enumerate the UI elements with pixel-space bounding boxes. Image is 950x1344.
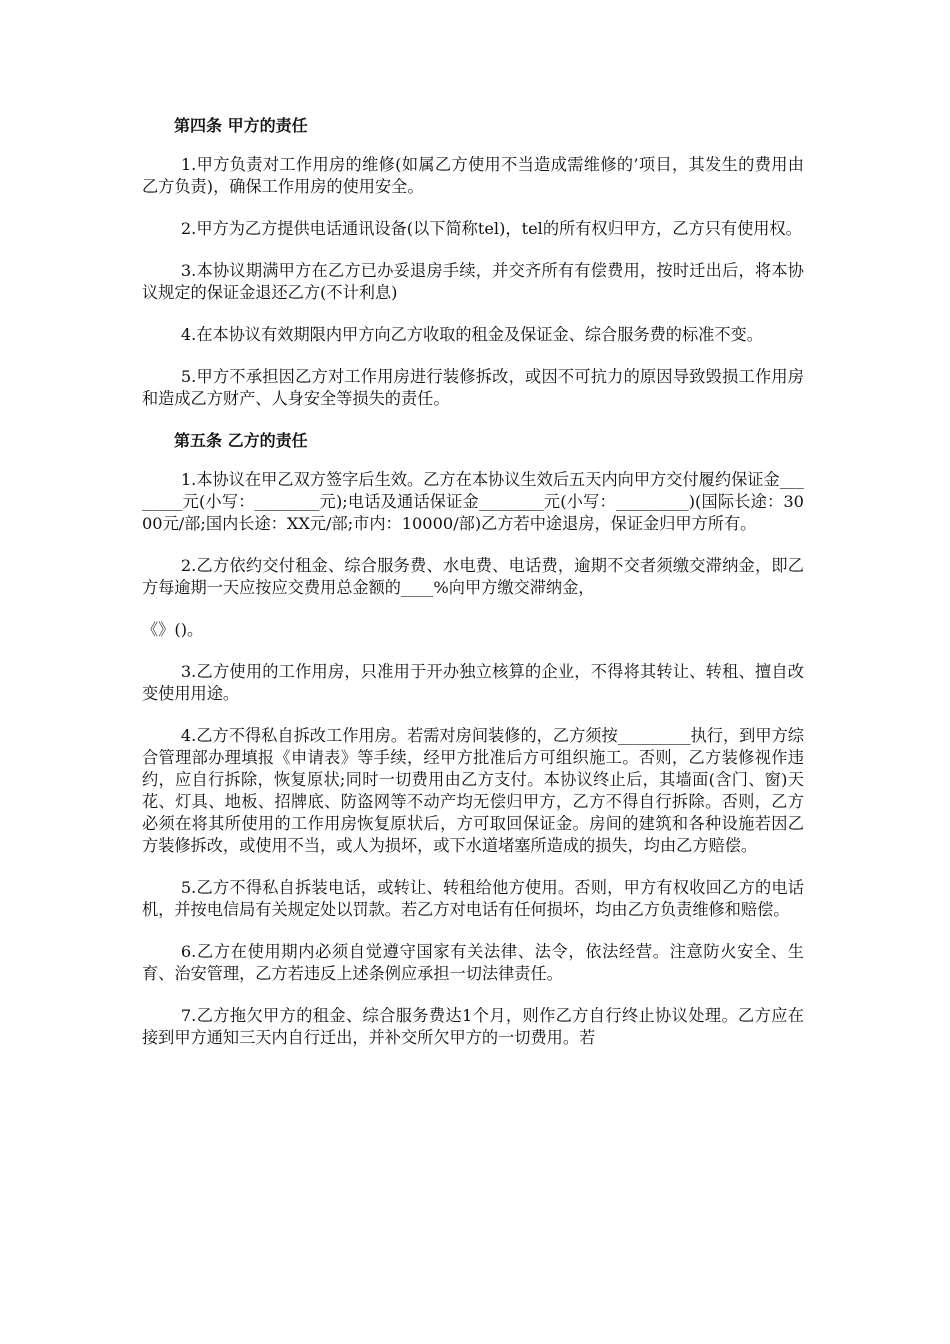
section-heading: 第四条 甲方的责任 bbox=[174, 116, 308, 135]
clause-paragraph: 3.乙方使用的工作用房，只准用于开办独立核算的企业，不得将其转让、转租、擅自改变使用用途。 bbox=[142, 662, 804, 703]
clause-paragraph: 4.乙方不得私自拆改工作用房。若需对房间装修的，乙方须按_________执行，到甲方综合管理部办理填报《申请表》等手续，经甲方批准后方可组织施工。否则，乙方装修视作违约，应自行拆除，恢复原状;同时一切费用由乙方支付。本协议终止后，其墙面(含门、窗)天花、灯具、地板、招牌底、防盗网等不动产均无偿归甲方，乙方不得自行拆除。否则，乙方必须在将其所使用的工作用房恢复原状后，方可取回保证金。房间的建筑和各种设施若因乙方装修拆改，或使用不当，或人为损坏，或下水道堵塞所造成的损失，均由乙方赔偿。 bbox=[142, 726, 804, 855]
section-article-4 bbox=[142, 115, 804, 410]
clause-paragraph: 6.乙方在使用期内必须自觉遵守国家有关法律、法令，依法经营。注意防火安全、生育、治安管理，乙方若违反上述条例应承担一切法律责任。 bbox=[142, 942, 804, 983]
clause-paragraph: 1.本协议在甲乙双方签字后生效。乙方在本协议生效后五天内向甲方交付履约保证金________元(小写：________元);电话及通话保证金________元(小写：_________)(国际长途：3000元/部;国内长途：XX元/部;市内：10000/部)乙方若中途退房，保证金归甲方所有。 bbox=[142, 470, 804, 533]
clause-paragraph: 2.乙方依约交付租金、综合服务费、水电费、电话费，逾期不交者须缴交滞纳金，即乙方每逾期一天应按应交费用总金额的____%向甲方缴交滞纳金， bbox=[142, 556, 804, 597]
clause-paragraph: 1.甲方负责对工作用房的维修(如属乙方使用不当造成需维修的’项目，其发生的费用由乙方负责)，确保工作用房的使用安全。 bbox=[142, 155, 804, 196]
clause-fragment: 《》()。 bbox=[142, 620, 204, 639]
clause-paragraph: 4.在本协议有效期限内甲方向乙方收取的租金及保证金、综合服务费的标准不变。 bbox=[180, 325, 763, 344]
clause-paragraph: 5.乙方不得私自拆装电话，或转让、转租给他方使用。否则，甲方有权收回乙方的电话机，并按电信局有关规定处以罚款。若乙方对电话有任何损坏，均由乙方负责维修和赔偿。 bbox=[142, 878, 804, 919]
clause-paragraph: 2.甲方为乙方提供电话通讯设备(以下简称tel)，tel的所有权归甲方，乙方只有使用权。 bbox=[180, 219, 802, 238]
clause-paragraph: 7.乙方拖欠甲方的租金、综合服务费达1个月，则作乙方自行终止协议处理。乙方应在接到甲方通知三天内自行迁出，并补交所欠甲方的一切费用。若 bbox=[142, 1006, 804, 1047]
section-heading: 第五条 乙方的责任 bbox=[174, 431, 308, 450]
clause-paragraph: 5.甲方不承担因乙方对工作用房进行装修拆改，或因不可抗力的原因导致毁损工作用房和造成乙方财产、人身安全等损失的责任。 bbox=[142, 367, 804, 408]
section-article-5 bbox=[142, 430, 804, 1049]
clause-paragraph: 3.本协议期满甲方在乙方已办妥退房手续，并交齐所有有偿费用，按时迁出后，将本协议规定的保证金退还乙方(不计利息) bbox=[142, 261, 804, 302]
document-body bbox=[142, 115, 804, 1069]
